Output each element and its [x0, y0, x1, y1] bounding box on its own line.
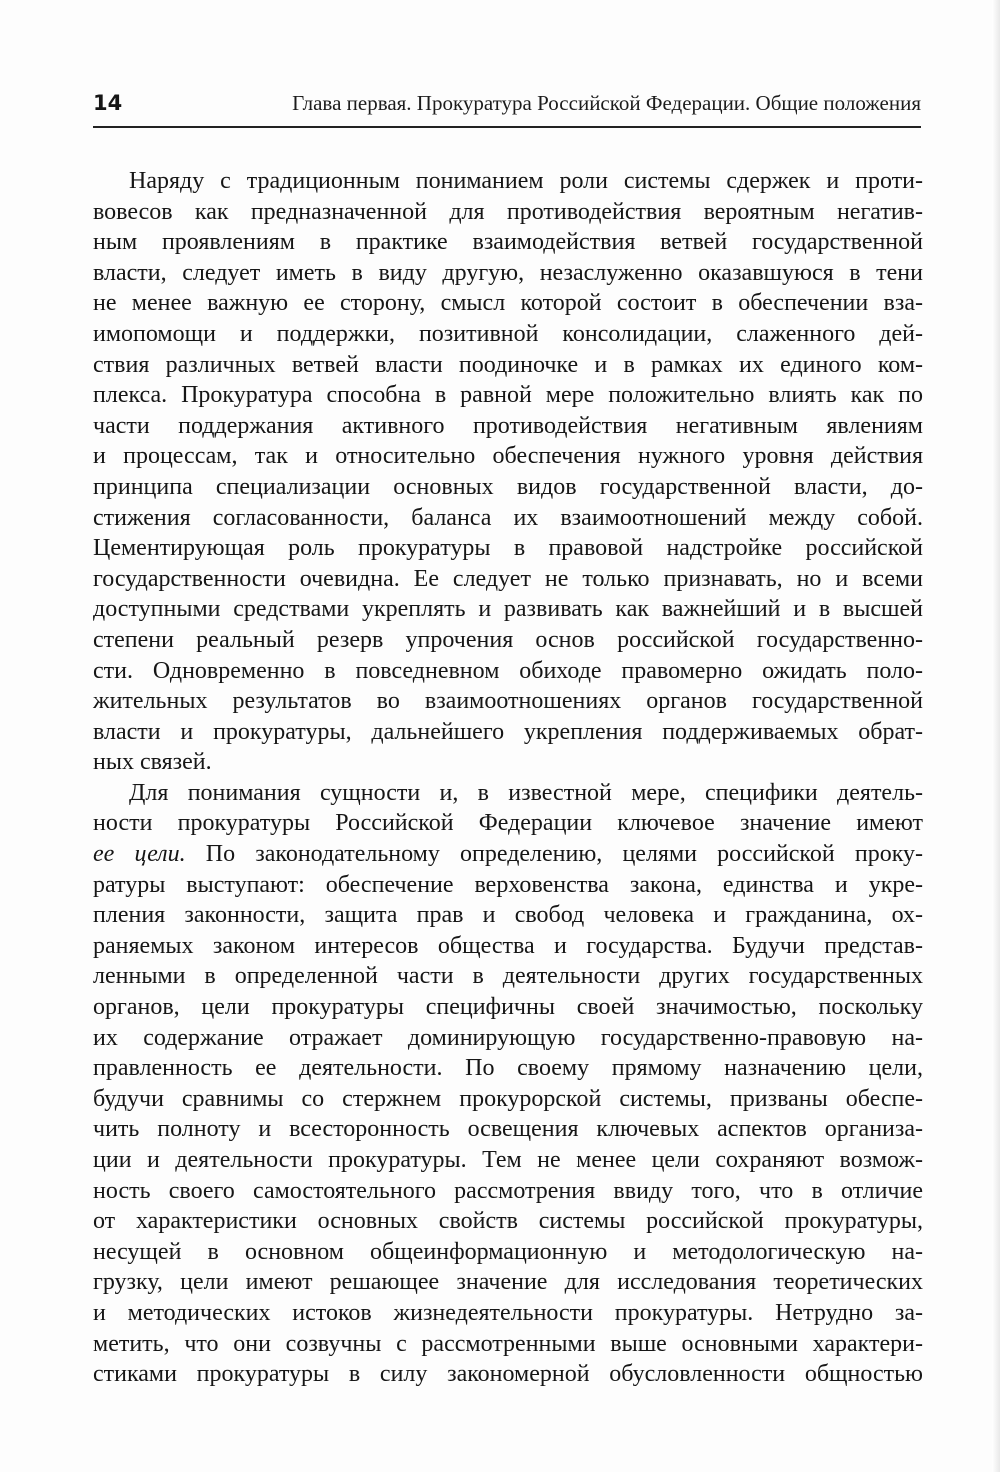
running-head — [93, 86, 921, 122]
text-line: имопомощи и поддержки, позитивной консолидации, слаженного дей- — [93, 320, 923, 347]
text-line: доступными средствами укреплять и развивать как важнейший и в высшей — [93, 596, 923, 623]
text-line: ленными в определенной части в деятельности других государственных — [93, 963, 923, 990]
text-line: не менее важную ее сторону, смысл которой состоит в обеспечении вза- — [93, 290, 923, 317]
text-line: ность своего самостоятельного рассмотрения ввиду того, что в отличие — [93, 1177, 923, 1204]
text-line: Цементирующая роль прокуратуры в правовой надстройке российской — [93, 535, 923, 562]
text-run: По законодательному определению, целями российской проку- — [185, 841, 924, 868]
paragraph-1 — [93, 166, 923, 778]
text-line: грузку, цели имеют решающее значение для исследования теоретических — [93, 1269, 923, 1296]
text-line: принципа специализации основных видов государственной власти, до- — [93, 473, 923, 500]
page-number: 14 — [93, 91, 123, 115]
text-line: власти и прокуратуры, дальнейшего укрепления поддерживаемых обрат- — [93, 718, 923, 745]
text-line: ствия различных ветвей власти поодиночке и в рамках их единого ком- — [93, 351, 923, 378]
text-line: Наряду с традиционным пониманием роли системы сдержек и проти- — [129, 168, 923, 194]
text-line: будучи сравнимы со стержнем прокурорской системы, призваны обеспе- — [93, 1085, 923, 1112]
text-line: власти, следует иметь в виду другую, незаслуженно оказавшуюся в тени — [93, 259, 923, 286]
page-edge-shadow — [992, 0, 1000, 1472]
header-rule — [93, 126, 921, 128]
text-line: раняемых законом интересов общества и государства. Будучи представ- — [93, 932, 923, 959]
text-line: стиками прокуратуры в силу закономерной обусловленности общностью — [93, 1361, 923, 1388]
text-line: стижения согласованности, баланса их взаимоотношений между собой. — [93, 504, 923, 531]
text-line: метить, что они созвучны с рассмотренными выше основными характери- — [93, 1330, 923, 1357]
text-line: и методических истоков жизнедеятельности прокуратуры. Нетрудно за- — [93, 1299, 923, 1326]
text-line: ности прокуратуры Российской Федерации ключевое значение имеют — [93, 810, 923, 837]
text-line: ратуры выступают: обеспечение верховенства закона, единства и укре- — [93, 871, 923, 898]
body-text — [93, 166, 923, 1390]
text-line: части поддержания активного противодействия негативным явлениям — [93, 412, 923, 439]
text-line: государственности очевидна. Ее следует не только признавать, но и всеми — [93, 565, 923, 592]
paragraph-2 — [93, 778, 923, 1390]
text-line: пления законности, защита прав и свобод человека и гражданина, ох- — [93, 902, 923, 929]
chapter-title: Глава первая. Прокуратура Российской Федерации. Общие положения — [292, 91, 921, 115]
emphasis-goals: ее цели. — [93, 841, 186, 868]
text-line: Для понимания сущности и, в известной мере, специфики деятель- — [129, 779, 923, 806]
text-line: ных связей. — [93, 749, 212, 776]
text-line: чить полноту и всесторонность освещения ключевых аспектов организа- — [93, 1116, 923, 1143]
text-line: ным проявлениям в практике взаимодействия ветвей государственной — [93, 229, 923, 256]
text-line: вовесов как предназначенной для противодействия вероятным негатив- — [93, 198, 923, 225]
text-line: степени реальный резерв упрочения основ российской государственно- — [93, 626, 923, 653]
text-line: плекса. Прокуратура способна в равной мере положительно влиять как по — [93, 382, 923, 409]
text-line: органов, цели прокуратуры специфичны своей значимостью, поскольку — [93, 994, 923, 1021]
text-line: правленность ее деятельности. По своему прямому назначению цели, — [93, 1055, 923, 1082]
text-line: жительных результатов во взаимоотношениях органов государственной — [93, 688, 923, 715]
text-line: их содержание отражает доминирующую государственно-правовую на- — [93, 1024, 923, 1051]
text-line-with-emphasis — [93, 839, 923, 870]
text-line: от характеристики основных свойств системы российской прокуратуры, — [93, 1208, 923, 1235]
text-line: сти. Одновременно в повседневном обиходе правомерно ожидать поло- — [93, 657, 923, 684]
text-line: ции и деятельности прокуратуры. Тем не менее цели сохраняют возмож- — [93, 1147, 923, 1173]
text-line: и процессам, так и относительно обеспечения нужного уровня действия — [93, 443, 923, 470]
text-line: несущей в основном общеинформационную и методологическую на- — [93, 1238, 923, 1265]
